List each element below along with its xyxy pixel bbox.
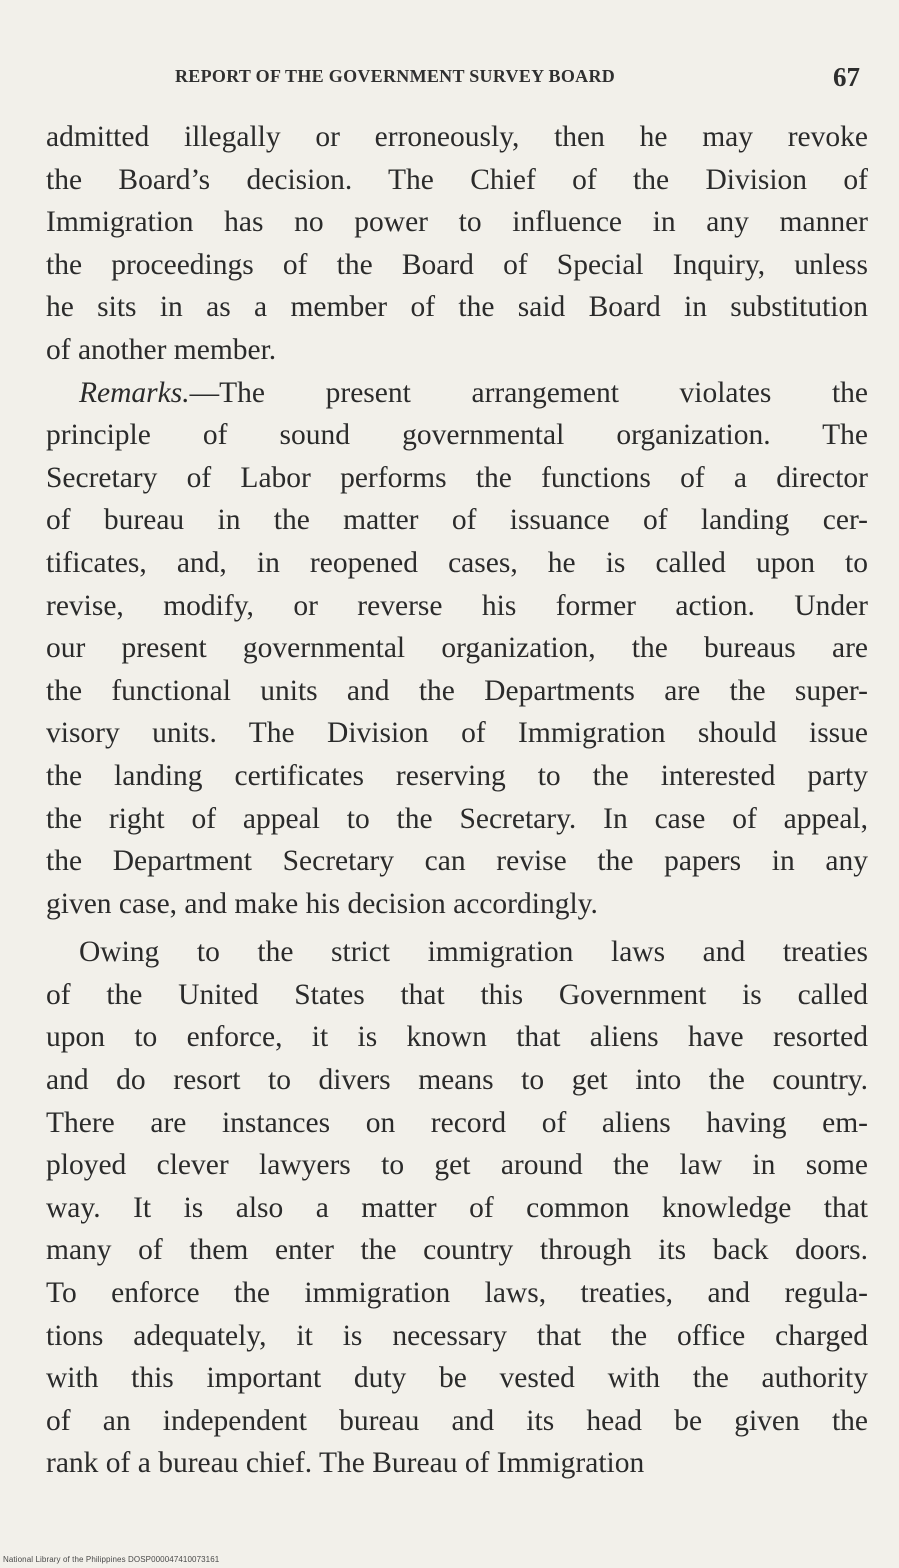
- scan-credit: National Library of the Philippines DOSP000047410073161: [3, 1555, 220, 1564]
- text-line: revise, modify, or reverse his former action. Under: [46, 589, 868, 622]
- text-line: of the United States that this Government is called: [46, 978, 868, 1011]
- text-line: upon to enforce, it is known that aliens have resorted: [46, 1021, 868, 1054]
- text-line: and do resort to divers means to get into the country.: [46, 1064, 868, 1097]
- text-line: of another member.: [46, 333, 277, 366]
- text-line: the Department Secretary can revise the papers in any: [46, 845, 868, 878]
- text-line: our present governmental organization, the bureaus are: [46, 632, 868, 665]
- paragraph-3: [46, 931, 868, 1485]
- paragraph-1: [46, 116, 868, 372]
- text-line: tions adequately, it is necessary that the office charged: [46, 1319, 868, 1352]
- running-head: REPORT OF THE GOVERNMENT SURVEY BOARD: [175, 66, 616, 86]
- text-line: To enforce the immigration laws, treaties, and regula-: [46, 1277, 868, 1310]
- text-line: Secretary of Labor performs the functions of a director: [46, 461, 868, 494]
- text-line: admitted illegally or erroneously, then he may revoke: [46, 121, 868, 153]
- text-line: principle of sound governmental organization. The: [46, 419, 868, 452]
- text-line: of an independent bureau and its head be given the: [46, 1404, 868, 1437]
- remarks-label: Remarks.: [79, 376, 190, 409]
- text-line: the landing certificates reserving to the interested party: [46, 759, 868, 792]
- remarks-line-rest: —The present arrangement violates the: [189, 376, 868, 409]
- text-line: he sits in as a member of the said Board in substitution: [46, 291, 868, 324]
- page-number: 67: [833, 62, 860, 92]
- text-line: There are instances on record of aliens having em-: [46, 1106, 868, 1139]
- text-line: the right of appeal to the Secretary. In case of appeal,: [46, 802, 868, 835]
- text-line: the functional units and the Departments are the super-: [46, 674, 868, 707]
- paragraph-2: [46, 372, 868, 926]
- text-line: ployed clever lawyers to get around the law in some: [46, 1149, 868, 1182]
- text-line: of bureau in the matter of issuance of landing cer-: [46, 504, 868, 537]
- text-line: tificates, and, in reopened cases, he is called upon to: [46, 546, 868, 579]
- text-line: visory units. The Division of Immigration should issue: [46, 717, 868, 750]
- text-line: rank of a bureau chief. The Bureau of Immigration: [46, 1447, 645, 1480]
- text-line: the proceedings of the Board of Special Inquiry, unless: [46, 248, 868, 281]
- text-line: Immigration has no power to influence in any manner: [46, 206, 868, 239]
- text-line: [46, 372, 868, 415]
- text-line: way. It is also a matter of common knowledge that: [46, 1191, 868, 1224]
- body-text: [46, 116, 868, 1485]
- text-line: given case, and make his decision accordingly.: [46, 887, 598, 920]
- text-line: many of them enter the country through its back doors.: [46, 1234, 868, 1267]
- text-line: Owing to the strict immigration laws and treaties: [79, 936, 868, 969]
- text-line: the Board’s decision. The Chief of the Division of: [46, 163, 868, 196]
- text-line: with this important duty be vested with the authority: [46, 1362, 868, 1395]
